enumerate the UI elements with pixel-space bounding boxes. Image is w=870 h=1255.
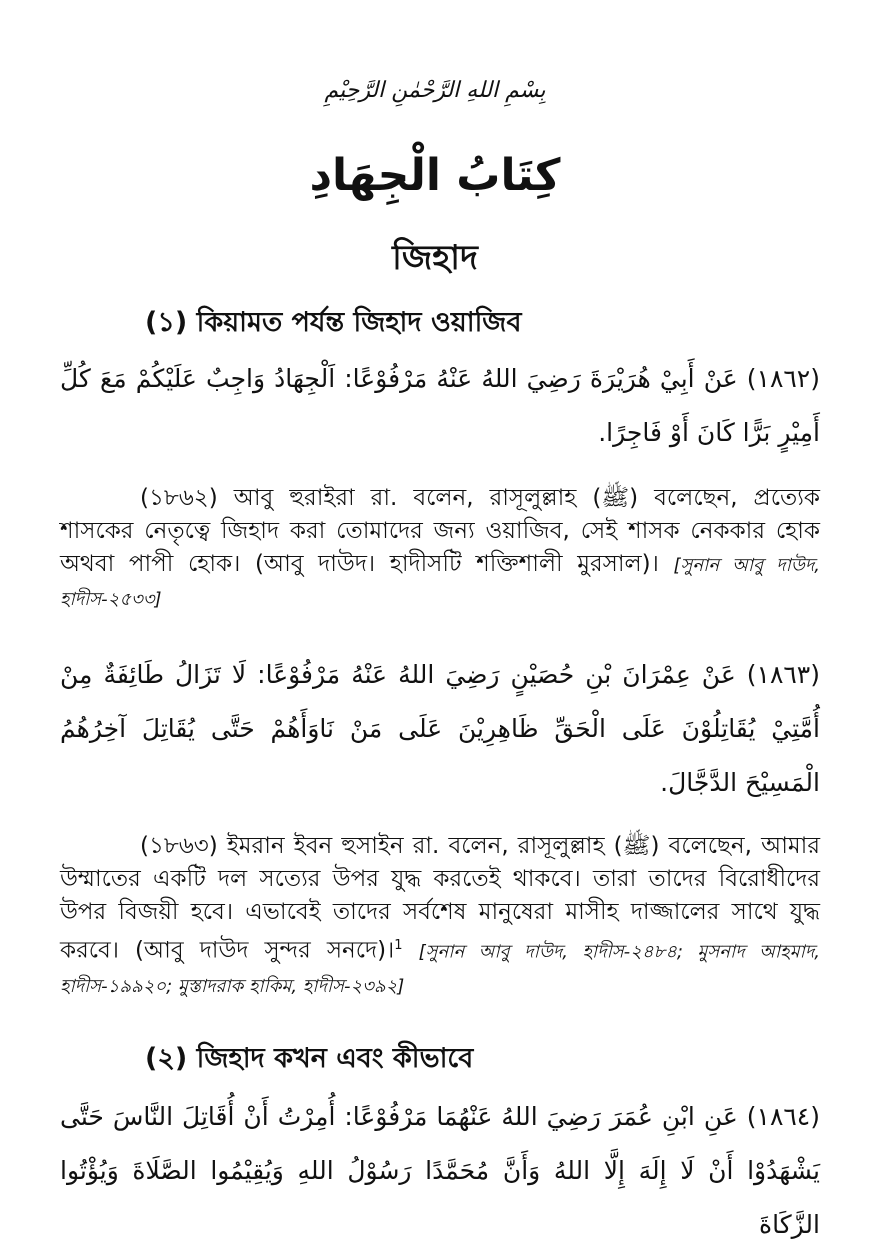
hadith-1863-text: (১৮৬৩) ইমরান ইবন হুসাইন রা. বলেন, রাসূলুল্লাহ (ﷺ) বলেছেন, আমার উম্মাতের একটি দল সত্যের উপর যুদ্ধ করতেই থাকবে। তারা তাদের বিরোধীদের উপর বিজয়ী হবে। এভাবেই তাদের সর্বশেষ মানুষেরা মাসীহ দাজ্জালের সাথে যুদ্ধ করবে। (আবু দাউদ সুন্দর সনদে)। [60, 833, 820, 964]
hadith-1863-bengali [60, 830, 820, 1003]
hadith-1862-arabic: (١٨٦٢) عَنْ أَبِيْ هُرَيْرَةَ رَضِيَ اللهُ عَنْهُ مَرْفُوْعًا: اَلْجِهَادُ وَاجِبٌ عَلَيْكُمْ مَعَ كُلِّ أَمِيْرٍ بَرًّا كَانَ أَوْ فَاجِرًا. [60, 364, 820, 447]
footnote-marker: 1 [394, 938, 403, 953]
section-heading-2: (২) জিহাদ কখন এবং কীভাবে [145, 1043, 474, 1074]
hadith-1862-reference: [সুনান আবু দাউদ, হাদীস-২৫৩৩] [60, 555, 820, 610]
hadith-1862-text: (১৮৬২) আবু হুরাইরা রা. বলেন, রাসূলুল্লাহ (ﷺ) বলেছেন, প্রত্যেক শাসকের নেতৃত্বে জিহাদ করা তোমাদের জন্য ওয়াজিব, সেই শাসক নেককার হোক অথবা পাপী হোক। (আবু দাউদ। হাদীসটি শক্তিশালী মুরসাল)। [60, 485, 820, 577]
chapter-title-bengali: জিহাদ [392, 238, 478, 278]
hadith-1863-arabic: (١٨٦٣) عَنْ عِمْرَانَ بْنِ حُصَيْنٍ رَضِيَ اللهُ عَنْهُ مَرْفُوْعًا: لَا تَزَالُ طَائِفَةٌ مِنْ أُمَّتِيْ يُقَاتِلُوْنَ عَلَى الْحَقِّ ظَاهِرِيْنَ عَلَى مَنْ نَاوَأَهُمْ حَتَّى يُقَاتِلَ آخِرُهُمُ الْمَسِيْحَ الدَّجَّالَ. [60, 660, 820, 797]
section-heading-1: (১) কিয়ামত পর্যন্ত জিহাদ ওয়াজিব [145, 307, 522, 338]
bismillah-calligraphy: بِسْمِ اللهِ الرَّحْمٰنِ الرَّحِيْمِ [324, 78, 546, 103]
book-title-arabic: كِتَابُ الْجِهَادِ [309, 150, 561, 201]
hadith-1863-reference: [সুনান আবু দাউদ, হাদীস-২৪৮৪; মুসনাদ আহমাদ, হাদীস-১৯৯২০; মুস্তাদরাক হাকিম, হাদীস-২৩৯২] [60, 941, 821, 997]
hadith-1864-arabic: (١٨٦٤) عَنِ ابْنِ عُمَرَ رَضِيَ اللهُ عَنْهُمَا مَرْفُوْعًا: أُمِرْتُ أَنْ أُقَاتِلَ النَّاسَ حَتَّى يَشْهَدُوْا أَنْ لَا إِلَهَ إِلَّا اللهُ وَأَنَّ مُحَمَّدًا رَسُوْلُ اللهِ وَيُقِيْمُوا الصَّلَاةَ وَيُؤْتُوا الزَّكَاةَ [60, 1102, 820, 1239]
hadith-1862-bengali [60, 482, 820, 616]
